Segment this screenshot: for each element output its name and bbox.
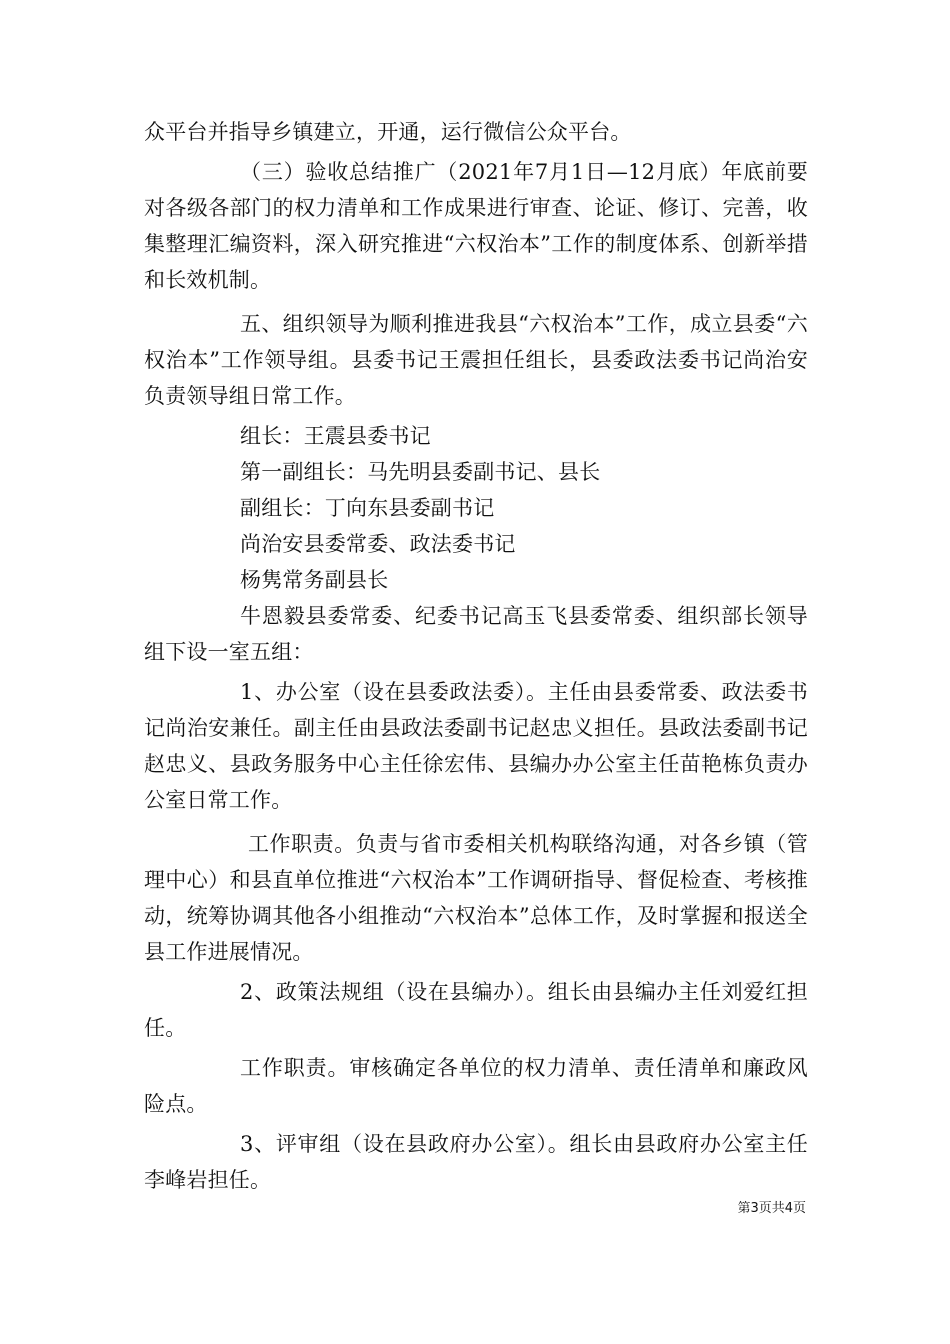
leader-line: 组长：王震县委书记 — [240, 424, 431, 448]
paragraph-acceptance-summary: （三）验收总结推广（2021年7月1日—12月底）年底前要对各级各部门的权力清单和工作成果进行审查、论证、修订、完善，收集整理汇编资料，深入研究推进“六权治本”工作的制度体系、创新举措和长效机制。 — [144, 160, 808, 292]
office-section: 1、办公室（设在县委政法委）。主任由县委常委、政法委书记尚治安兼任。副主任由县政法委副书记赵忠义担任。县政法委副书记赵忠义、县政务服务中心主任徐宏伟、县编办办公室主任苗艳栋负责办公室日常工作。 — [144, 680, 808, 812]
document-body — [144, 114, 808, 1198]
paragraph-organization-leadership: 五、组织领导为顺利推进我县“六权治本”工作，成立县委“六权治本”工作领导组。县委书记王震担任组长，县委政法委书记尚治安负责领导组日常工作。 — [144, 312, 808, 408]
member-line-shang: 尚治安县委常委、政法委书记 — [240, 532, 516, 556]
page-number-footer: 第3页共4页 — [737, 1201, 806, 1216]
first-deputy-line: 第一副组长：马先明县委副书记、县长 — [240, 460, 601, 484]
paragraph-continuation: 众平台并指导乡镇建立，开通，运行微信公众平台。 — [144, 120, 632, 144]
policy-group-duties: 工作职责。审核确定各单位的权力清单、责任清单和廉政风险点。 — [144, 1056, 808, 1116]
policy-group-section: 2、政策法规组（设在县编办）。组长由县编办主任刘爱红担任。 — [144, 980, 808, 1040]
deputy-line: 副组长：丁向东县委副书记 — [240, 496, 495, 520]
members-and-structure-line: 牛恩毅县委常委、纪委书记高玉飞县委常委、组织部长领导组下设一室五组： — [144, 604, 808, 664]
office-duties: 工作职责。负责与省市委相关机构联络沟通，对各乡镇（管理中心）和县直单位推进“六权治本”工作调研指导、督促检查、考核推动，统筹协调其他各小组推动“六权治本”总体工作，及时掌握和报送全县工作进展情况。 — [144, 832, 808, 964]
review-group-section: 3、评审组（设在县政府办公室）。组长由县政府办公室主任李峰岩担任。 — [144, 1132, 808, 1192]
member-line-yang: 杨隽常务副县长 — [240, 568, 389, 592]
